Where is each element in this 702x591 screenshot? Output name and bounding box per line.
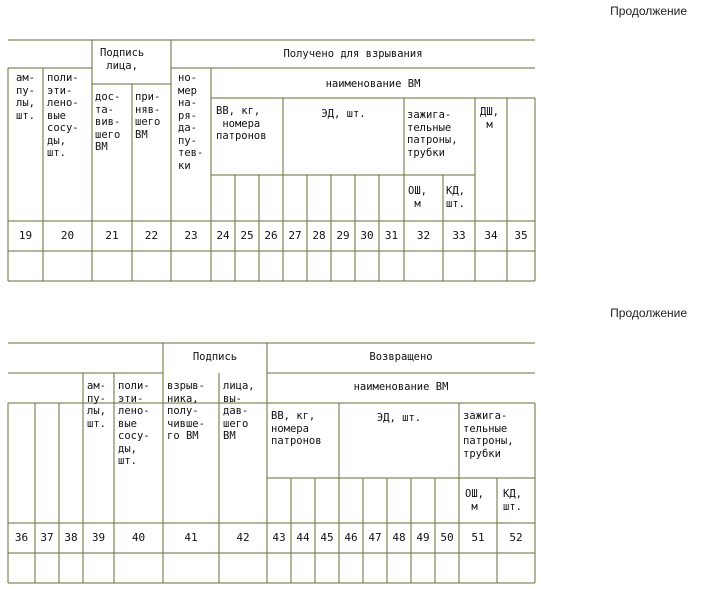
t2-header-ampuly: ам- пу- лы, шт. bbox=[87, 380, 106, 430]
t1-col-number: 33 bbox=[452, 229, 466, 242]
t2-header-vzryvnika: взрыв- ника, полу- чивше- го ВМ bbox=[167, 380, 205, 442]
t1-col-number: 30 bbox=[360, 229, 374, 242]
t1-col-number: 25 bbox=[240, 229, 254, 242]
t1-header-prinyavshego: при- няв- шего ВМ bbox=[135, 91, 161, 141]
t2-col-number: 52 bbox=[509, 531, 523, 544]
t1-header-dsh: ДШ, м bbox=[480, 106, 499, 131]
t1-col-number: 22 bbox=[144, 229, 159, 242]
t1-col-number: 34 bbox=[484, 229, 498, 242]
t1-header-vv: ВВ, кг, номера патронов bbox=[216, 105, 267, 142]
t2-header-osh: ОШ, м bbox=[465, 488, 484, 513]
t2-header-ed: ЭД, шт. bbox=[376, 412, 422, 424]
t1-col-number: 27 bbox=[288, 229, 302, 242]
t2-col-number: 44 bbox=[296, 531, 310, 544]
t1-header-polucheno: Получено для взрывания bbox=[283, 48, 423, 60]
t2-col-number: 50 bbox=[440, 531, 454, 544]
t1-header-kd: КД, шт. bbox=[446, 185, 465, 210]
t2-header-polietilenovye: поли- эти- лено- вые сосу- ды, шт. bbox=[118, 380, 150, 467]
t2-col-number: 36 bbox=[14, 531, 29, 544]
t2-col-number: 41 bbox=[184, 531, 198, 544]
t1-col-number: 26 bbox=[264, 229, 278, 242]
t1-header-osh: ОШ, м bbox=[408, 185, 427, 210]
t2-col-number: 47 bbox=[368, 531, 382, 544]
t2-col-number: 39 bbox=[91, 531, 106, 544]
t2-col-number: 49 bbox=[416, 531, 430, 544]
t2-col-number: 38 bbox=[64, 531, 78, 544]
t1-col-number: 19 bbox=[18, 229, 33, 242]
t1-header-podpis-lica: Подпись лица, bbox=[100, 47, 145, 72]
t1-header-ed: ЭД, шт. bbox=[321, 108, 366, 120]
t1-header-dostavivshego: дос- та- вив- шего ВМ bbox=[95, 91, 121, 153]
t1-col-number: 23 bbox=[184, 229, 198, 242]
t1-col-number: 28 bbox=[312, 229, 326, 242]
t2-header-lica: лица, вы- дав- шего ВМ bbox=[223, 380, 255, 442]
t1-col-number: 21 bbox=[105, 229, 119, 242]
t2-col-number: 45 bbox=[320, 531, 334, 544]
t2-col-number: 51 bbox=[471, 531, 485, 544]
t1-header-naimenovanie: наименование ВМ bbox=[325, 78, 421, 90]
t2-col-number: 46 bbox=[344, 531, 358, 544]
t1-col-number: 32 bbox=[416, 229, 431, 242]
t1-col-number: 20 bbox=[60, 229, 75, 242]
t2-header-naimenovanie: наименование ВМ bbox=[353, 381, 449, 393]
t2-header-zazhigatelnye: зажига- тельные патроны, трубки bbox=[463, 410, 514, 460]
t2-header-vv: ВВ, кг, номера патронов bbox=[271, 410, 322, 447]
t1-col-number: 29 bbox=[336, 229, 350, 242]
t1-header-ampuly: ам- пу- лы, шт. bbox=[16, 72, 35, 122]
t1-col-number: 24 bbox=[216, 229, 230, 242]
t2-header-kd: КД, шт. bbox=[503, 488, 522, 513]
t2-col-number: 48 bbox=[392, 531, 406, 544]
t2-header-vozvrashcheno: Возвращено bbox=[369, 351, 433, 363]
t2-col-number: 40 bbox=[131, 531, 146, 544]
table1-grid bbox=[8, 40, 535, 281]
t2-col-number: 42 bbox=[236, 531, 250, 544]
continuation-label-top: Продолжение bbox=[610, 4, 687, 18]
t2-header-podpis: Подпись bbox=[192, 351, 238, 363]
t1-col-number: 31 bbox=[384, 229, 399, 242]
t1-col-number: 35 bbox=[514, 229, 528, 242]
continuation-label-bottom: Продолжение bbox=[610, 306, 687, 320]
t2-col-number: 37 bbox=[40, 531, 54, 544]
t1-header-zazhigatelnye: зажига- тельные патроны, трубки bbox=[407, 109, 458, 159]
t1-header-polietilenovye: поли- эти- лено- вые сосу- ды, шт. bbox=[47, 72, 79, 159]
t2-col-number: 43 bbox=[272, 531, 286, 544]
table2-grid bbox=[8, 343, 535, 583]
t1-header-nomer-putevki: но- мер на- ря- да- пу- тев- ки bbox=[178, 72, 204, 172]
